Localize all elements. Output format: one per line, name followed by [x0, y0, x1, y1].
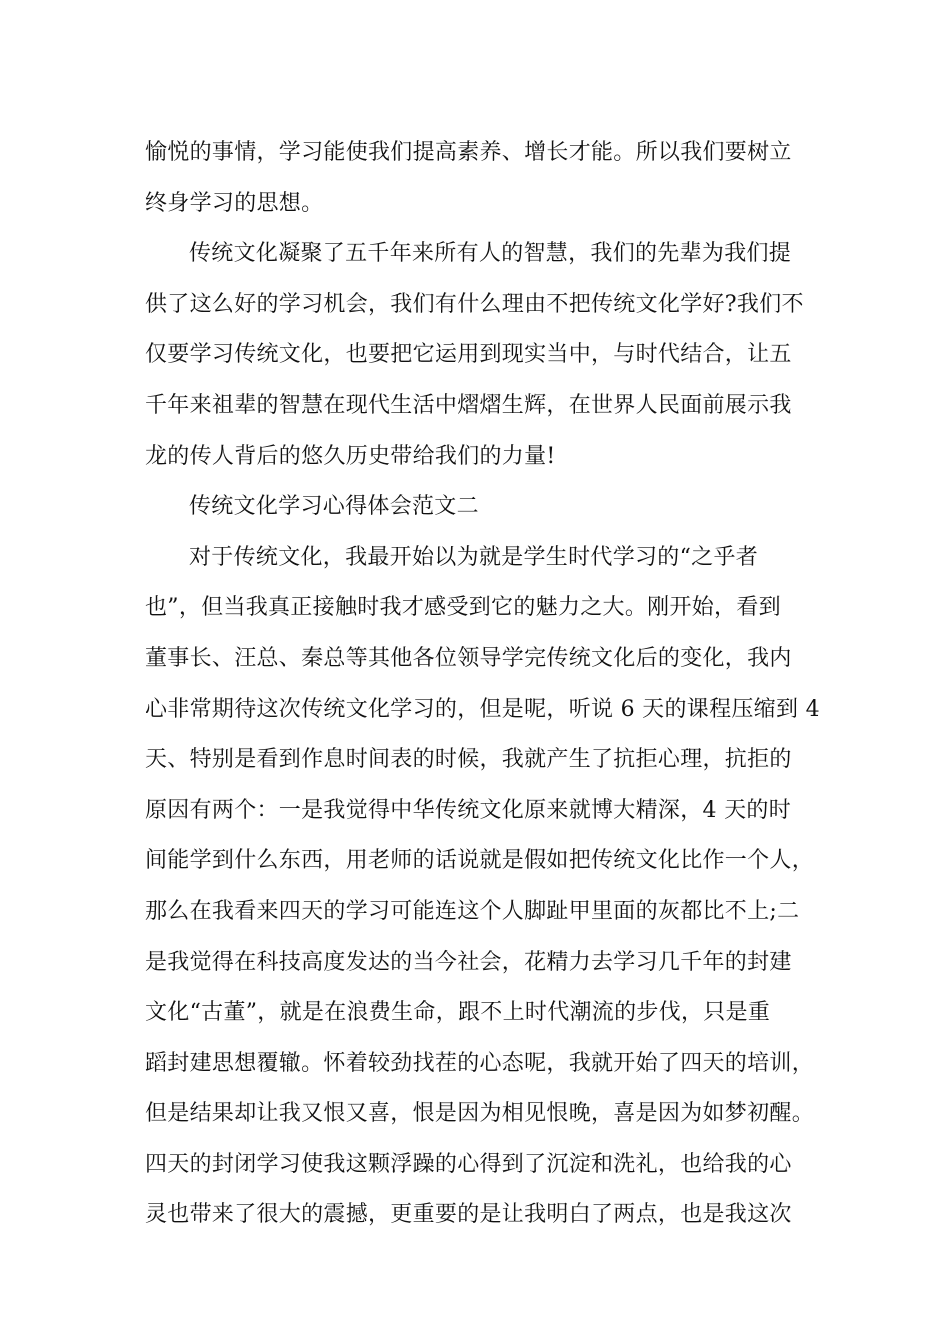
section-heading: 传统文化学习心得体会范文二 [189, 494, 479, 520]
text-line: 原因有两个：一是我觉得中华传统文化原来就博大精深，4 天的时 [145, 797, 791, 823]
text-line: 也”，但当我真正接触时我才感受到它的魅力之大。刚开始，看到 [145, 595, 781, 621]
text-line: 但是结果却让我又恨又喜，恨是因为相见恨晚，喜是因为如梦初醒。 [145, 1101, 815, 1127]
text-line: 仅要学习传统文化，也要把它运用到现实当中，与时代结合，让五 [145, 342, 792, 368]
paragraph-start-line: 对于传统文化，我最开始以为就是学生时代学习的“之乎者 [189, 544, 759, 570]
text-line: 董事长、汪总、秦总等其他各位领导学完传统文化后的变化，我内 [145, 645, 792, 671]
text-line: 终身学习的思想。 [145, 190, 324, 216]
text-line: 心非常期待这次传统文化学习的，但是呢，听说 6 天的课程压缩到 4 [145, 696, 820, 722]
text-line: 龙的传人背后的悠久历史带给我们的力量! [145, 443, 556, 469]
text-line: 天、特别是看到作息时间表的时候，我就产生了抗拒心理，抗拒的 [145, 747, 792, 773]
text-line: 是我觉得在科技高度发达的当今社会，花精力去学习几千年的封建 [145, 949, 792, 975]
text-line: 那么在我看来四天的学习可能连这个人脚趾甲里面的灰都比不上;二 [145, 898, 800, 924]
text-line: 灵也带来了很大的震撼，更重要的是让我明白了两点，也是我这次 [145, 1202, 792, 1228]
text-line: 蹈封建思想覆辙。怀着较劲找茬的心态呢，我就开始了四天的培训， [145, 1050, 815, 1076]
text-line: 文化“古董”，就是在浪费生命，跟不上时代潮流的步伐，只是重 [145, 1000, 771, 1026]
paragraph-start-line: 传统文化凝聚了五千年来所有人的智慧，我们的先辈为我们提 [189, 241, 792, 267]
text-line: 间能学到什么东西，用老师的话说就是假如把传统文化比作一个人， [145, 848, 815, 874]
text-line: 供了这么好的学习机会，我们有什么理由不把传统文化学好?我们不 [145, 291, 804, 317]
text-line: 千年来祖辈的智慧在现代生活中熠熠生辉，在世界人民面前展示我 [145, 392, 792, 418]
text-line: 愉悦的事情，学习能使我们提高素养、增长才能。所以我们要树立 [145, 140, 792, 165]
text-line: 四天的封闭学习使我这颗浮躁的心得到了沉淀和洗礼，也给我的心 [145, 1151, 792, 1177]
body-text [145, 128, 825, 1241]
